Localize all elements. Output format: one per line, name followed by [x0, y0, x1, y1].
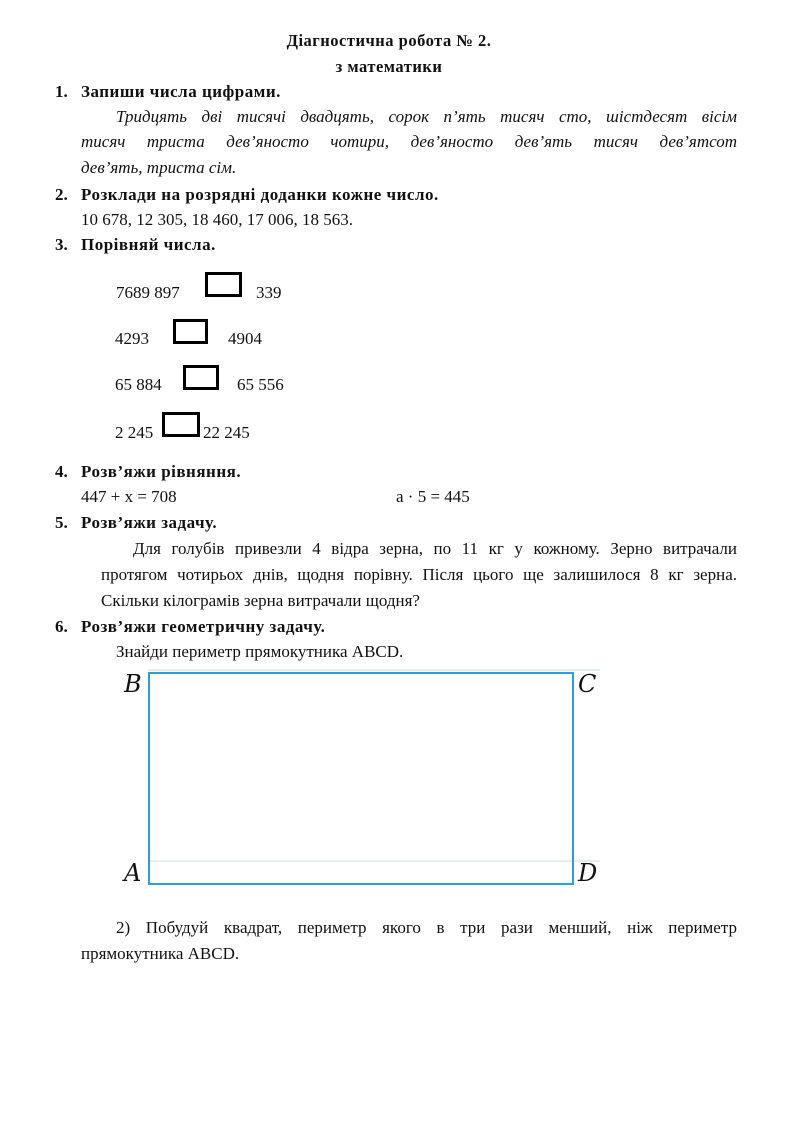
- task1-number: 1.: [55, 82, 68, 101]
- compare-right-1: 339: [256, 283, 282, 302]
- compare-left-1: 7689 897: [116, 283, 180, 302]
- task1-line-3: дев’ять, триста сім.: [81, 158, 237, 177]
- task1-heading: Запиши числа цифрами.: [81, 82, 281, 101]
- compare-left-4: 2 245: [115, 423, 154, 442]
- point-label-b: B: [124, 670, 142, 698]
- task4-heading: Розв’яжи рівняння.: [81, 462, 242, 481]
- task1-line-2: тисяч триста дев’яносто чотири, дев’яносто дев’ять тисяч дев’ятсот: [81, 132, 737, 151]
- task5-line-2: протягом чотирьох днів, щодня порівну. Після цього ще залишилося 8 кг зерна.: [101, 565, 737, 584]
- task6-heading: Розв’яжи геометричну задачу.: [81, 617, 326, 636]
- task5-number: 5.: [55, 513, 68, 532]
- task3-number: 3.: [55, 235, 68, 254]
- task2-heading: Розклади на розрядні доданки кожне число.: [81, 185, 439, 204]
- task6-number: 6.: [55, 617, 68, 636]
- compare-left-3: 65 884: [115, 375, 162, 394]
- equation-1: 447 + x = 708: [81, 487, 177, 506]
- task2-numbers: 10 678, 12 305, 18 460, 17 006, 18 563.: [81, 210, 353, 229]
- task6-part2-line-1: 2) Побудуй квадрат, периметр якого в три рази менший, ніж периметр: [116, 918, 737, 937]
- task5-heading: Розв’яжи задачу.: [81, 513, 218, 532]
- task4-number: 4.: [55, 462, 68, 481]
- compare-left-2: 4293: [115, 329, 149, 348]
- page-title: Діагностична робота № 2.: [286, 31, 492, 50]
- task5-line-3: Скільки кілограмів зерна витрачали щодня?: [101, 591, 420, 610]
- task3-heading: Порівняй числа.: [81, 235, 216, 254]
- compare-right-4: 22 245: [203, 423, 250, 442]
- rectangle-abcd: [149, 673, 573, 884]
- task5-line-1: Для голубів привезли 4 відра зерна, по 11 кг у кожному. Зерно витрачали: [133, 539, 737, 558]
- task6-instruction: Знайди периметр прямокутника ABCD.: [116, 642, 404, 661]
- task1-line-1: Тридцять дві тисячі двадцять, сорок п’ять тисяч сто, шістдесят вісім: [116, 107, 737, 126]
- point-label-c: C: [578, 670, 597, 698]
- task2-number: 2.: [55, 185, 68, 204]
- compare-right-2: 4904: [228, 329, 262, 348]
- point-label-a: A: [124, 859, 142, 887]
- page-subtitle: з математики: [335, 57, 443, 76]
- compare-right-3: 65 556: [237, 375, 284, 394]
- point-label-d: D: [578, 859, 598, 887]
- task6-part2-line-2: прямокутника ABCD.: [81, 944, 240, 963]
- equation-2: a · 5 = 445: [396, 487, 470, 506]
